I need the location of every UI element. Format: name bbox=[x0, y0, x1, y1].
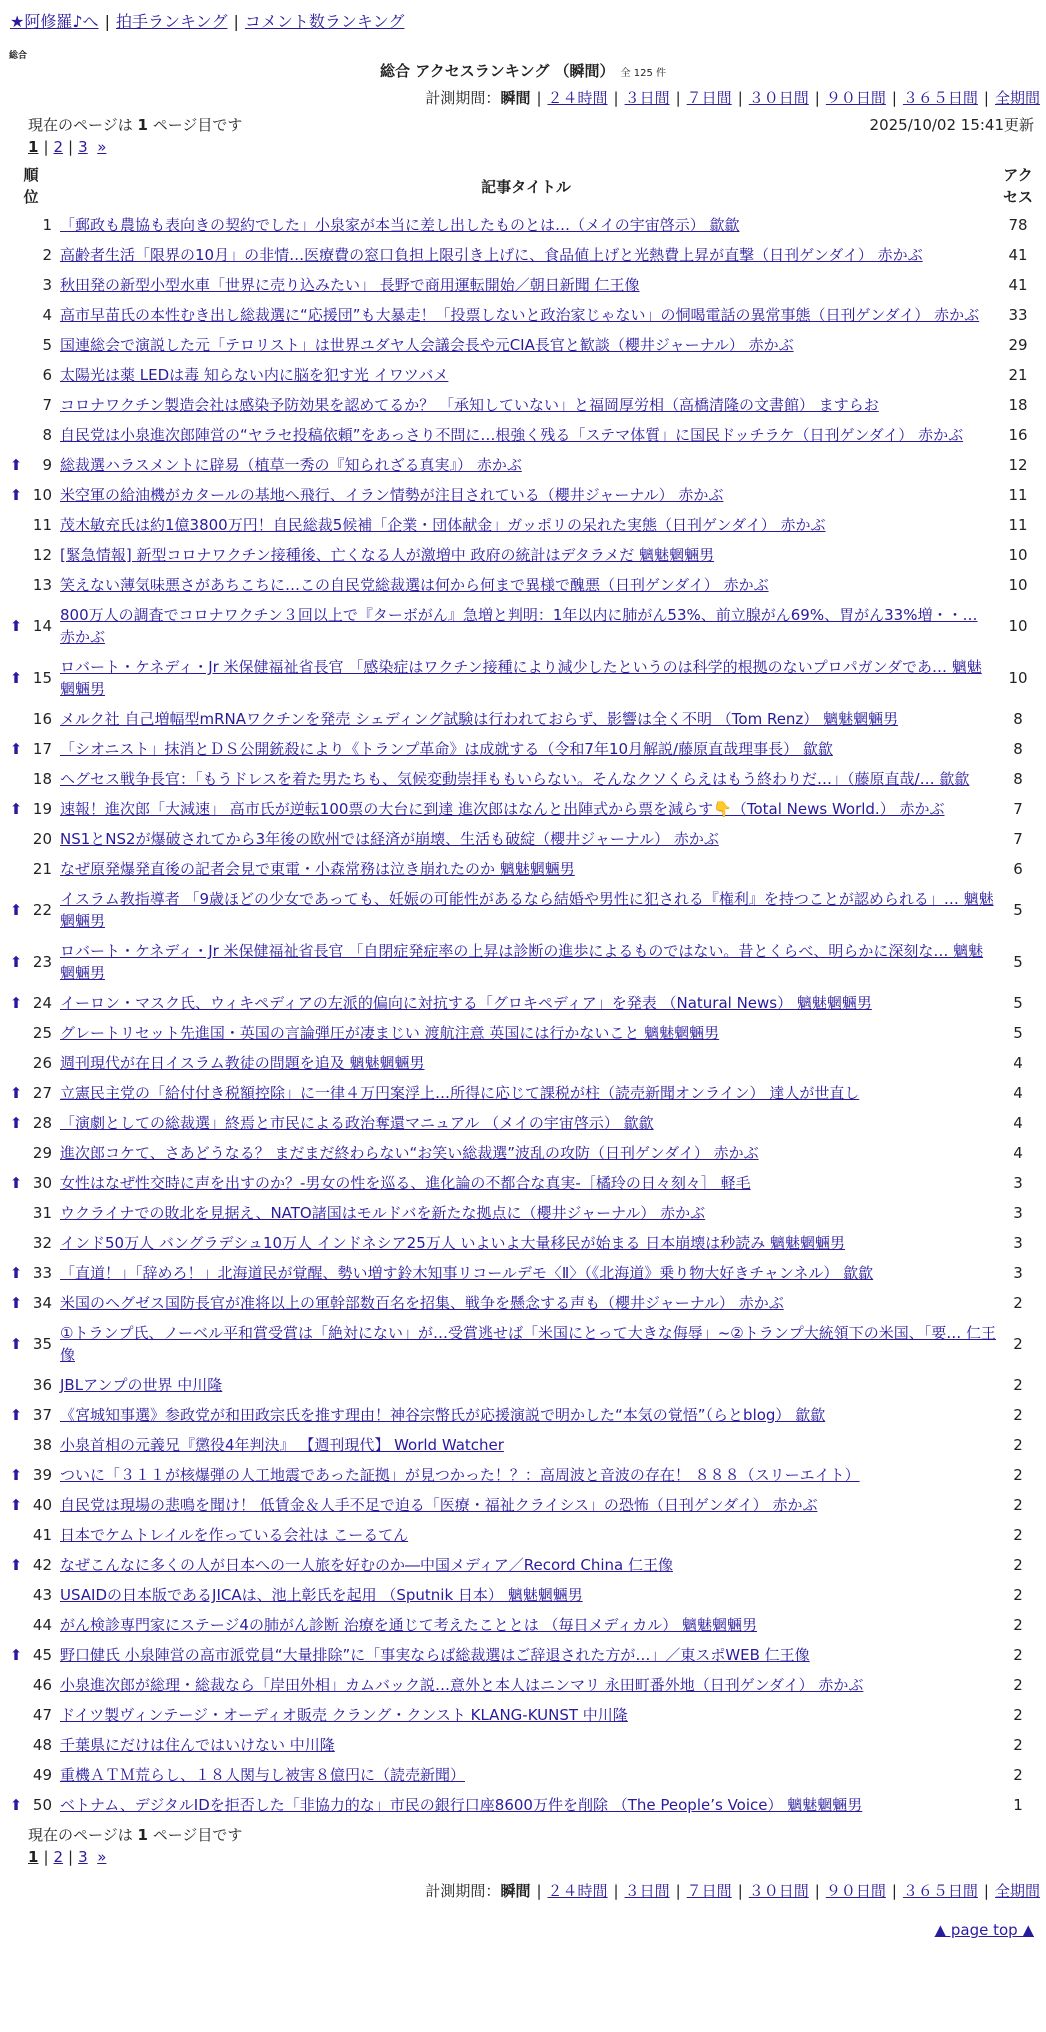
table-row bbox=[6, 1670, 1040, 1700]
table-row bbox=[6, 1228, 1040, 1258]
article-title-link[interactable]: イスラム教指導者 「9歳ほどの少女であっても、妊娠の可能性があるなら結婚や男性に犯される『権利』を持つことが認められる」… 魑魅魍魎男 bbox=[60, 890, 994, 930]
table-row bbox=[6, 420, 1040, 450]
rank-number: 6 bbox=[42, 366, 52, 384]
article-title-link[interactable]: 国連総会で演説した元「テロリスト」は世界ユダヤ人会議会長や元CIA長官と歓談（櫻井ジャーナル） 赤かぶ bbox=[60, 336, 794, 354]
article-title-link[interactable]: 野口健氏 小泉陣営の高市派党員“大量排除”に「事実ならば総裁選はご辞退された方が…」／東スポWEB 仁王像 bbox=[60, 1646, 810, 1664]
access-header: アクセス bbox=[1002, 166, 1033, 206]
article-title-link[interactable]: 総裁選ハラスメントに辟易（植草一秀の『知られざる真実』） 赤かぶ bbox=[60, 456, 522, 474]
rank-up-arrow-icon: ⬆ bbox=[9, 740, 23, 758]
access-count: 33 bbox=[1008, 306, 1028, 324]
ranking-table bbox=[6, 162, 1040, 1820]
title-header: 記事タイトル bbox=[481, 177, 571, 196]
access-count: 4 bbox=[1013, 1144, 1023, 1162]
rank-number: 16 bbox=[32, 710, 52, 728]
rank-up-arrow-icon: ⬆ bbox=[9, 456, 23, 474]
access-count: 2 bbox=[1013, 1406, 1023, 1424]
access-count: 3 bbox=[1013, 1174, 1023, 1192]
rank-number: 50 bbox=[32, 1796, 52, 1814]
table-row bbox=[6, 1730, 1040, 1760]
table-row bbox=[6, 570, 1040, 600]
rank-up-arrow-icon: ⬆ bbox=[9, 1174, 23, 1192]
rank-up-arrow-icon: ⬆ bbox=[9, 994, 23, 1012]
ranking-title: 総合 アクセスランキング （瞬間） bbox=[380, 62, 615, 80]
rank-number: 5 bbox=[42, 336, 52, 354]
rank-up-arrow-icon: ⬆ bbox=[9, 800, 23, 818]
article-title-link[interactable]: 「直道！」「辞めろ！」北海道民が覚醒、勢い増す鈴木知事リコールデモ〈Ⅱ〉（《北海道》乗り物大好きチャンネル） 歙歙 bbox=[60, 1264, 874, 1282]
pager-link[interactable]: 3 bbox=[78, 1848, 88, 1866]
rank-number: 35 bbox=[32, 1335, 52, 1353]
rank-up-arrow-icon: ⬆ bbox=[9, 1294, 23, 1312]
rank-number: 21 bbox=[32, 860, 52, 878]
table-row bbox=[6, 1700, 1040, 1730]
period-current: 瞬間 bbox=[500, 89, 531, 107]
table-row bbox=[6, 794, 1040, 824]
access-count: 7 bbox=[1013, 830, 1023, 848]
article-title-link[interactable]: ロバート・ケネディ・Jr 米保健福祉省長官 「自閉症発症率の上昇は診断の進歩によるものではない。昔とくらべ、明らかに深刻な… 魑魅魍魎男 bbox=[60, 942, 984, 982]
access-count: 41 bbox=[1008, 246, 1028, 264]
rank-number: 23 bbox=[32, 953, 52, 971]
table-row bbox=[6, 1078, 1040, 1108]
table-row bbox=[6, 1640, 1040, 1670]
pager-current: 1 bbox=[28, 138, 39, 156]
article-title-link[interactable]: 《宮城知事選》参政党が和田政宗氏を推す理由！神谷宗幣氏が応援演説で明かした“本気の覚悟”（らとblog） 歙歙 bbox=[60, 1406, 826, 1424]
table-row bbox=[6, 300, 1040, 330]
access-count: 2 bbox=[1013, 1436, 1023, 1454]
table-row bbox=[6, 1288, 1040, 1318]
period-link[interactable]: ２４時間 bbox=[547, 1882, 608, 1900]
table-row bbox=[6, 360, 1040, 390]
rank-number: 41 bbox=[32, 1526, 52, 1544]
table-row bbox=[6, 1198, 1040, 1228]
access-count: 11 bbox=[1008, 486, 1028, 504]
access-count: 18 bbox=[1008, 396, 1028, 414]
table-row bbox=[6, 824, 1040, 854]
rank-number: 38 bbox=[32, 1436, 52, 1454]
table-row bbox=[6, 1400, 1040, 1430]
rank-number: 27 bbox=[32, 1084, 52, 1102]
access-count: 2 bbox=[1013, 1586, 1023, 1604]
access-count: 7 bbox=[1013, 800, 1023, 818]
rank-up-arrow-icon: ⬆ bbox=[9, 953, 23, 971]
article-title-link[interactable]: がん検診専門家にステージ4の肺がん診断 治療を通じて考えたこととは （毎日メディカル） 魑魅魍魎男 bbox=[60, 1616, 758, 1634]
top-nav: ★阿修羅♪へ | 拍手ランキング | コメント数ランキング bbox=[10, 12, 405, 31]
access-count: 5 bbox=[1013, 901, 1023, 919]
table-row bbox=[6, 480, 1040, 510]
rank-number: 33 bbox=[32, 1264, 52, 1282]
rank-up-arrow-icon: ⬆ bbox=[9, 901, 23, 919]
article-title-link[interactable]: 800万人の調査でコロナワクチン３回以上で『ターボがん』急増と判明：1年以内に肺がん53%、前立腺がん69%、胃がん33%増・・… 赤かぶ bbox=[60, 606, 978, 646]
page-title bbox=[0, 60, 1046, 81]
access-count: 11 bbox=[1008, 516, 1028, 534]
rank-number: 47 bbox=[32, 1706, 52, 1724]
access-count: 8 bbox=[1013, 740, 1023, 758]
article-title-link[interactable]: [緊急情報] 新型コロナワクチン接種後、亡くなる人が激増中 政府の統計はデタラメだ 魑魅魍魎男 bbox=[60, 546, 715, 564]
rank-number: 26 bbox=[32, 1054, 52, 1072]
pager-link[interactable]: 2 bbox=[53, 1848, 64, 1866]
period-link[interactable]: ９０日間 bbox=[825, 89, 886, 107]
article-title-link[interactable]: 高市早苗氏の本性むき出し総裁選に“応援団”も大暴走！「投票しないと政治家じゃない」の恫喝電話の異常事態（日刊ゲンダイ） 赤かぶ bbox=[60, 306, 980, 324]
pager-next-link[interactable]: » bbox=[97, 1848, 107, 1866]
clap-ranking-link[interactable]: 拍手ランキング bbox=[115, 12, 228, 31]
rank-number: 48 bbox=[32, 1736, 52, 1754]
article-title-link[interactable]: 「シオニスト」抹消とＤＳ公開銃殺により《トランプ革命》は成就する（令和7年10月解説/藤原直哉理事長） 歙歙 bbox=[60, 740, 833, 758]
table-row bbox=[6, 704, 1040, 734]
rank-number: 29 bbox=[32, 1144, 52, 1162]
rank-up-arrow-icon: ⬆ bbox=[9, 1406, 23, 1424]
period-link[interactable]: ３６５日間 bbox=[902, 89, 978, 107]
pager-top: 1 | 2 | 3 » bbox=[28, 138, 107, 156]
article-title-link[interactable]: 太陽光は薬 LEDは毒 知らない内に脳を犯す光 イワツバメ bbox=[60, 366, 449, 384]
rank-number: 12 bbox=[32, 546, 52, 564]
table-row bbox=[6, 240, 1040, 270]
article-title-link[interactable]: NS1とNS2が爆破されてから3年後の欧州では経済が崩壊、生活も破綻（櫻井ジャーナル） 赤かぶ bbox=[60, 830, 719, 848]
access-count: 2 bbox=[1013, 1294, 1023, 1312]
rank-number: 42 bbox=[32, 1556, 52, 1574]
article-title-link[interactable]: 米国のヘグゼス国防長官が准将以上の軍幹部数百名を招集、戦争を懸念する声も（櫻井ジャーナル） 赤かぶ bbox=[60, 1294, 784, 1312]
access-count: 2 bbox=[1013, 1556, 1023, 1574]
access-count: 78 bbox=[1008, 216, 1028, 234]
access-count: 10 bbox=[1008, 669, 1028, 687]
rank-number: 43 bbox=[32, 1586, 52, 1604]
rank-up-arrow-icon: ⬆ bbox=[9, 1466, 23, 1484]
article-title-link[interactable]: なぜ原発爆発直後の記者会見で東電・小森常務は泣き崩れたのか 魑魅魍魎男 bbox=[60, 860, 575, 878]
article-title-link[interactable]: USAIDの日本版であるJICAは、池上彰氏を起用 （Sputnik 日本） 魑魅魍魎男 bbox=[60, 1586, 583, 1604]
pager-link[interactable]: 3 bbox=[78, 138, 88, 156]
access-count: 3 bbox=[1013, 1234, 1023, 1252]
access-count: 29 bbox=[1008, 336, 1028, 354]
article-title-link[interactable]: 立憲民主党の「給付付き税額控除」に一律４万円案浮上…所得に応じて課税が柱（読売新聞オンライン） 達人が世直し bbox=[60, 1084, 860, 1102]
table-row bbox=[6, 764, 1040, 794]
article-title-link[interactable]: ウクライナでの敗北を見据え、NATO諸国はモルドバを新たな拠点に（櫻井ジャーナル） 赤かぶ bbox=[60, 1204, 706, 1222]
table-row bbox=[6, 734, 1040, 764]
access-count: 8 bbox=[1013, 710, 1023, 728]
table-row bbox=[6, 1430, 1040, 1460]
table-row bbox=[6, 936, 1040, 988]
period-link[interactable]: ３日間 bbox=[624, 89, 670, 107]
rank-number: 45 bbox=[32, 1646, 52, 1664]
rank-number: 13 bbox=[32, 576, 52, 594]
article-title-link[interactable]: ベトナム、デジタルIDを拒否した「非協力的な」市民の銀行口座8600万件を削除 （The People’s Voice） 魑魅魍魎男 bbox=[60, 1796, 863, 1814]
rank-number: 34 bbox=[32, 1294, 52, 1312]
rank-number: 32 bbox=[32, 1234, 52, 1252]
table-row bbox=[6, 1258, 1040, 1288]
article-title-link[interactable]: ヘグセス戦争長官：「もうドレスを着た男たちも、気候変動崇拝ももいらない。そんなクソくらえはもう終わりだ…」（藤原直哉/… 歙歙 bbox=[60, 770, 970, 788]
table-header-row bbox=[6, 162, 1040, 210]
access-count: 3 bbox=[1013, 1204, 1023, 1222]
rank-number: 36 bbox=[32, 1376, 52, 1394]
rank-number: 8 bbox=[42, 426, 52, 444]
rank-header: 順位 bbox=[23, 166, 39, 206]
access-count: 2 bbox=[1013, 1736, 1023, 1754]
table-row bbox=[6, 1108, 1040, 1138]
table-row bbox=[6, 510, 1040, 540]
article-title-link[interactable]: ロバート・ケネディ・Jr 米保健福祉省長官 「感染症はワクチン接種により減少したというのは科学的根拠のないプロパガンダであ… 魑魅魍魎男 bbox=[60, 658, 982, 698]
access-count: 5 bbox=[1013, 1024, 1023, 1042]
article-title-link[interactable]: 自民党は現場の悲鳴を聞け！ 低賃金＆人手不足で迫る「医療・福祉クライシス」の恐怖（日刊ゲンダイ） 赤かぶ bbox=[60, 1496, 818, 1514]
table-row bbox=[6, 1490, 1040, 1520]
table-row bbox=[6, 390, 1040, 420]
pager-link[interactable]: 2 bbox=[53, 138, 64, 156]
article-title-link[interactable]: 笑えない薄気味悪さがあちこちに…この自民党総裁選は何から何まで異様で醜悪（日刊ゲンダイ） 赤かぶ bbox=[60, 576, 769, 594]
table-row bbox=[6, 210, 1040, 240]
article-title-link[interactable]: 米空軍の給油機がカタールの基地へ飛行、イラン情勢が注目されている（櫻井ジャーナル） 赤かぶ bbox=[60, 486, 724, 504]
pager-next-link[interactable]: » bbox=[97, 138, 107, 156]
access-count: 2 bbox=[1013, 1376, 1023, 1394]
access-count: 4 bbox=[1013, 1084, 1023, 1102]
rank-number: 30 bbox=[32, 1174, 52, 1192]
article-title-link[interactable]: なぜこんなに多くの人が日本への一人旅を好むのか―中国メディア／Record China 仁王像 bbox=[60, 1556, 674, 1574]
access-count: 8 bbox=[1013, 770, 1023, 788]
article-title-link[interactable]: 小泉首相の元義兄『懲役4年判決』 【週刊現代】 World Watcher bbox=[60, 1436, 504, 1454]
rank-number: 18 bbox=[32, 770, 52, 788]
article-title-link[interactable]: グレートリセット先進国・英国の言論弾圧が凄まじい 渡航注意 英国には行かないこと 魑魅魍魎男 bbox=[60, 1024, 720, 1042]
rank-number: 11 bbox=[32, 516, 52, 534]
rank-number: 3 bbox=[42, 276, 52, 294]
rank-up-arrow-icon: ⬆ bbox=[9, 1646, 23, 1664]
article-title-link[interactable]: 女性はなぜ性交時に声を出すのか？-男女の性を巡る、進化論の不都合な真実-［橘玲の日々刻々］ 軽毛 bbox=[60, 1174, 751, 1192]
article-title-link[interactable]: 自民党は小泉進次郎陣営の“ヤラセ投稿依頼”をあっさり不問に…根強く残る「ステマ体質」に国民ドッチラケ（日刊ゲンダイ） 赤かぶ bbox=[60, 426, 964, 444]
access-count: 4 bbox=[1013, 1054, 1023, 1072]
period-link[interactable]: 全期間 bbox=[994, 1882, 1040, 1900]
access-count: 5 bbox=[1013, 994, 1023, 1012]
access-count: 10 bbox=[1008, 576, 1028, 594]
rank-number: 24 bbox=[32, 994, 52, 1012]
rank-number: 40 bbox=[32, 1496, 52, 1514]
rank-number: 46 bbox=[32, 1676, 52, 1694]
current-page-bottom: 現在のページは 1 ページ目です bbox=[28, 1826, 243, 1844]
article-title-link[interactable]: 高齢者生活「限界の10月」の非情…医療費の窓口負担上限引き上げに、食品値上げと光熱費上昇が直撃（日刊ゲンダイ） 赤かぶ bbox=[60, 246, 923, 264]
rank-number: 19 bbox=[32, 800, 52, 818]
article-title-link[interactable]: ドイツ製ヴィンテージ・オーディオ販売 クラング・クンスト KLANG-KUNST 中川隆 bbox=[60, 1706, 628, 1724]
access-count: 2 bbox=[1013, 1706, 1023, 1724]
rank-number: 44 bbox=[32, 1616, 52, 1634]
access-count: 16 bbox=[1008, 426, 1028, 444]
rank-number: 49 bbox=[32, 1766, 52, 1784]
article-title-link[interactable]: 重機ＡＴＭ荒らし、１８人関与し被害８億円に（読売新聞） bbox=[60, 1766, 466, 1784]
table-row bbox=[6, 1168, 1040, 1198]
article-title-link[interactable]: JBLアンプの世界 中川隆 bbox=[60, 1376, 223, 1394]
total-count: 全 125 件 bbox=[620, 68, 666, 79]
table-row bbox=[6, 600, 1040, 652]
updated-timestamp: 2025/10/02 15:41更新 bbox=[869, 116, 1034, 134]
rank-number: 14 bbox=[32, 617, 52, 635]
current-page-top: 現在のページは 1 ページ目です bbox=[28, 116, 243, 134]
table-row bbox=[6, 1318, 1040, 1370]
article-title-link[interactable]: ①トランプ氏、ノーベル平和賞受賞は「絶対にない」が…受賞逃せば「米国にとって大きな侮辱」~②トランプ大統領下の米国、「要… 仁王像 bbox=[60, 1324, 996, 1364]
table-row bbox=[6, 270, 1040, 300]
article-title-link[interactable]: インド50万人 バングラデシュ10万人 インドネシア25万人 いよいよ大量移民が始まる 日本崩壊は秒読み 魑魅魍魎男 bbox=[60, 1234, 846, 1252]
period-selector-top: 計測期間：瞬間 | ２４時間 | ３日間 | ７日間 | ３０日間 | ９０日間 | ３６５日間 | 全期間 bbox=[425, 89, 1040, 107]
rank-up-arrow-icon: ⬆ bbox=[9, 486, 23, 504]
period-link[interactable]: ３０日間 bbox=[748, 89, 809, 107]
rank-number: 7 bbox=[42, 396, 52, 414]
access-count: 10 bbox=[1008, 617, 1028, 635]
table-row bbox=[6, 1790, 1040, 1820]
article-title-link[interactable]: 秋田発の新型小型水車「世界に売り込みたい」 長野で商用運転開始／朝日新聞 仁王像 bbox=[60, 276, 640, 294]
rank-number: 4 bbox=[42, 306, 52, 324]
table-row bbox=[6, 652, 1040, 704]
table-row bbox=[6, 1550, 1040, 1580]
article-title-link[interactable]: 「演劇としての総裁選」終焉と市民による政治奪還マニュアル （メイの宇宙啓示） 歙歙 bbox=[60, 1114, 654, 1132]
article-title-link[interactable]: コロナワクチン製造会社は感染予防効果を認めてるか？ 「承知していない」と福岡厚労相（高橋清隆の文書館） ますらお bbox=[60, 396, 879, 414]
article-title-link[interactable]: 進次郎コケて、さあどうなる？ まだまだ終わらない“お笑い総裁選”波乱の攻防（日刊ゲンダイ） 赤かぶ bbox=[60, 1144, 759, 1162]
rank-number: 37 bbox=[32, 1406, 52, 1424]
period-link[interactable]: 全期間 bbox=[994, 89, 1040, 107]
table-row bbox=[6, 1610, 1040, 1640]
access-count: 3 bbox=[1013, 1264, 1023, 1282]
article-title-link[interactable]: 「郵政も農協も表向きの契約でした」小泉家が本当に差し出したものとは…（メイの宇宙啓示） 歙歙 bbox=[60, 216, 740, 234]
article-title-link[interactable]: 小泉進次郎が総理・総裁なら「岸田外相」カムバック説…意外と本人はニンマリ 永田町番外地（日刊ゲンダイ） 赤かぶ bbox=[60, 1676, 864, 1694]
period-link[interactable]: ３０日間 bbox=[748, 1882, 809, 1900]
table-row bbox=[6, 1048, 1040, 1078]
rank-number: 31 bbox=[32, 1204, 52, 1222]
table-row bbox=[6, 450, 1040, 480]
access-count: 4 bbox=[1013, 1114, 1023, 1132]
rank-number: 10 bbox=[32, 486, 52, 504]
access-count: 2 bbox=[1013, 1646, 1023, 1664]
period-link[interactable]: ７日間 bbox=[686, 89, 732, 107]
rank-number: 22 bbox=[32, 901, 52, 919]
access-count: 6 bbox=[1013, 860, 1023, 878]
access-count: 2 bbox=[1013, 1466, 1023, 1484]
access-count: 2 bbox=[1013, 1766, 1023, 1784]
article-title-link[interactable]: 茂木敏充氏は約1億3800万円！自民総裁5候補「企業・団体献金」ガッポリの呆れた実態（日刊ゲンダイ） 赤かぶ bbox=[60, 516, 826, 534]
table-row bbox=[6, 330, 1040, 360]
period-selector-bottom: 計測期間：瞬間 | ２４時間 | ３日間 | ７日間 | ３０日間 | ９０日間 | ３６５日間 | 全期間 bbox=[425, 1882, 1040, 1900]
rank-number: 20 bbox=[32, 830, 52, 848]
rank-up-arrow-icon: ⬆ bbox=[9, 1796, 23, 1814]
rank-number: 25 bbox=[32, 1024, 52, 1042]
table-row bbox=[6, 1460, 1040, 1490]
rank-number: 15 bbox=[32, 669, 52, 687]
rank-number: 39 bbox=[32, 1466, 52, 1484]
article-title-link[interactable]: 日本でケムトレイルを作っている会社は こーるてん bbox=[60, 1526, 409, 1544]
article-title-link[interactable]: 千葉県にだけは住んではいけない 中川隆 bbox=[60, 1736, 335, 1754]
page-top-link[interactable]: ▲ page top ▲ bbox=[934, 1921, 1034, 1939]
rank-up-arrow-icon: ⬆ bbox=[9, 1556, 23, 1574]
access-count: 21 bbox=[1008, 366, 1028, 384]
period-link[interactable]: ３日間 bbox=[624, 1882, 670, 1900]
access-count: 2 bbox=[1013, 1676, 1023, 1694]
article-title-link[interactable]: 週刊現代が在日イスラム教徒の問題を追及 魑魅魍魎男 bbox=[60, 1054, 425, 1072]
access-count: 41 bbox=[1008, 276, 1028, 294]
access-count: 5 bbox=[1013, 953, 1023, 971]
comment-ranking-link[interactable]: コメント数ランキング bbox=[244, 12, 405, 31]
access-count: 2 bbox=[1013, 1526, 1023, 1544]
rank-up-arrow-icon: ⬆ bbox=[9, 617, 23, 635]
period-link[interactable]: ９０日間 bbox=[825, 1882, 886, 1900]
rank-up-arrow-icon: ⬆ bbox=[9, 1084, 23, 1102]
table-row bbox=[6, 1138, 1040, 1168]
pager-current: 1 bbox=[28, 1848, 39, 1866]
article-title-link[interactable]: ついに「３１１が核爆弾の人工地震であった証拠」が見つかった！？：高周波と音波の存在！ ８８８（スリーエイト） bbox=[60, 1466, 860, 1484]
rank-number: 28 bbox=[32, 1114, 52, 1132]
table-row bbox=[6, 1760, 1040, 1790]
access-count: 2 bbox=[1013, 1616, 1023, 1634]
rank-number: 17 bbox=[32, 740, 52, 758]
rank-up-arrow-icon: ⬆ bbox=[9, 1496, 23, 1514]
table-row bbox=[6, 1370, 1040, 1400]
pager-bottom: 1 | 2 | 3 » bbox=[28, 1848, 107, 1866]
table-row bbox=[6, 540, 1040, 570]
table-row bbox=[6, 884, 1040, 936]
access-count: 12 bbox=[1008, 456, 1028, 474]
period-link[interactable]: ３６５日間 bbox=[902, 1882, 978, 1900]
category-label: 総合 bbox=[9, 51, 28, 61]
rank-up-arrow-icon: ⬆ bbox=[9, 1114, 23, 1132]
article-title-link[interactable]: メルク社 自己増幅型mRNAワクチンを発売 シェディング試験は行われておらず、影響は全く不明 （Tom Renz） 魑魅魍魎男 bbox=[60, 710, 899, 728]
access-count: 2 bbox=[1013, 1496, 1023, 1514]
table-row bbox=[6, 1580, 1040, 1610]
period-label: 計測期間： bbox=[425, 89, 501, 107]
period-link[interactable]: ７日間 bbox=[686, 1882, 732, 1900]
article-title-link[interactable]: イーロン・マスク氏、ウィキペディアの左派的偏向に対抗する「グロキペディア」を発表 （Natural News） 魑魅魍魎男 bbox=[60, 994, 872, 1012]
table-row bbox=[6, 988, 1040, 1018]
table-row bbox=[6, 1018, 1040, 1048]
rank-up-arrow-icon: ⬆ bbox=[9, 1264, 23, 1282]
table-row bbox=[6, 1520, 1040, 1550]
table-row bbox=[6, 854, 1040, 884]
rank-up-arrow-icon: ⬆ bbox=[9, 1335, 23, 1353]
access-count: 2 bbox=[1013, 1335, 1023, 1353]
rank-number: 1 bbox=[42, 216, 52, 234]
period-link[interactable]: ２４時間 bbox=[547, 89, 608, 107]
article-title-link[interactable]: 速報！進次郎「大減速」 高市氏が逆転100票の大台に到達 進次郎はなんと出陣式から票を減らす👇（Total News World.） 赤かぶ bbox=[60, 800, 945, 818]
rank-up-arrow-icon: ⬆ bbox=[9, 669, 23, 687]
access-count: 10 bbox=[1008, 546, 1028, 564]
access-count: 1 bbox=[1013, 1796, 1023, 1814]
rank-number: 9 bbox=[42, 456, 52, 474]
rank-number: 2 bbox=[42, 246, 52, 264]
home-link[interactable]: ★阿修羅♪へ bbox=[10, 12, 99, 31]
